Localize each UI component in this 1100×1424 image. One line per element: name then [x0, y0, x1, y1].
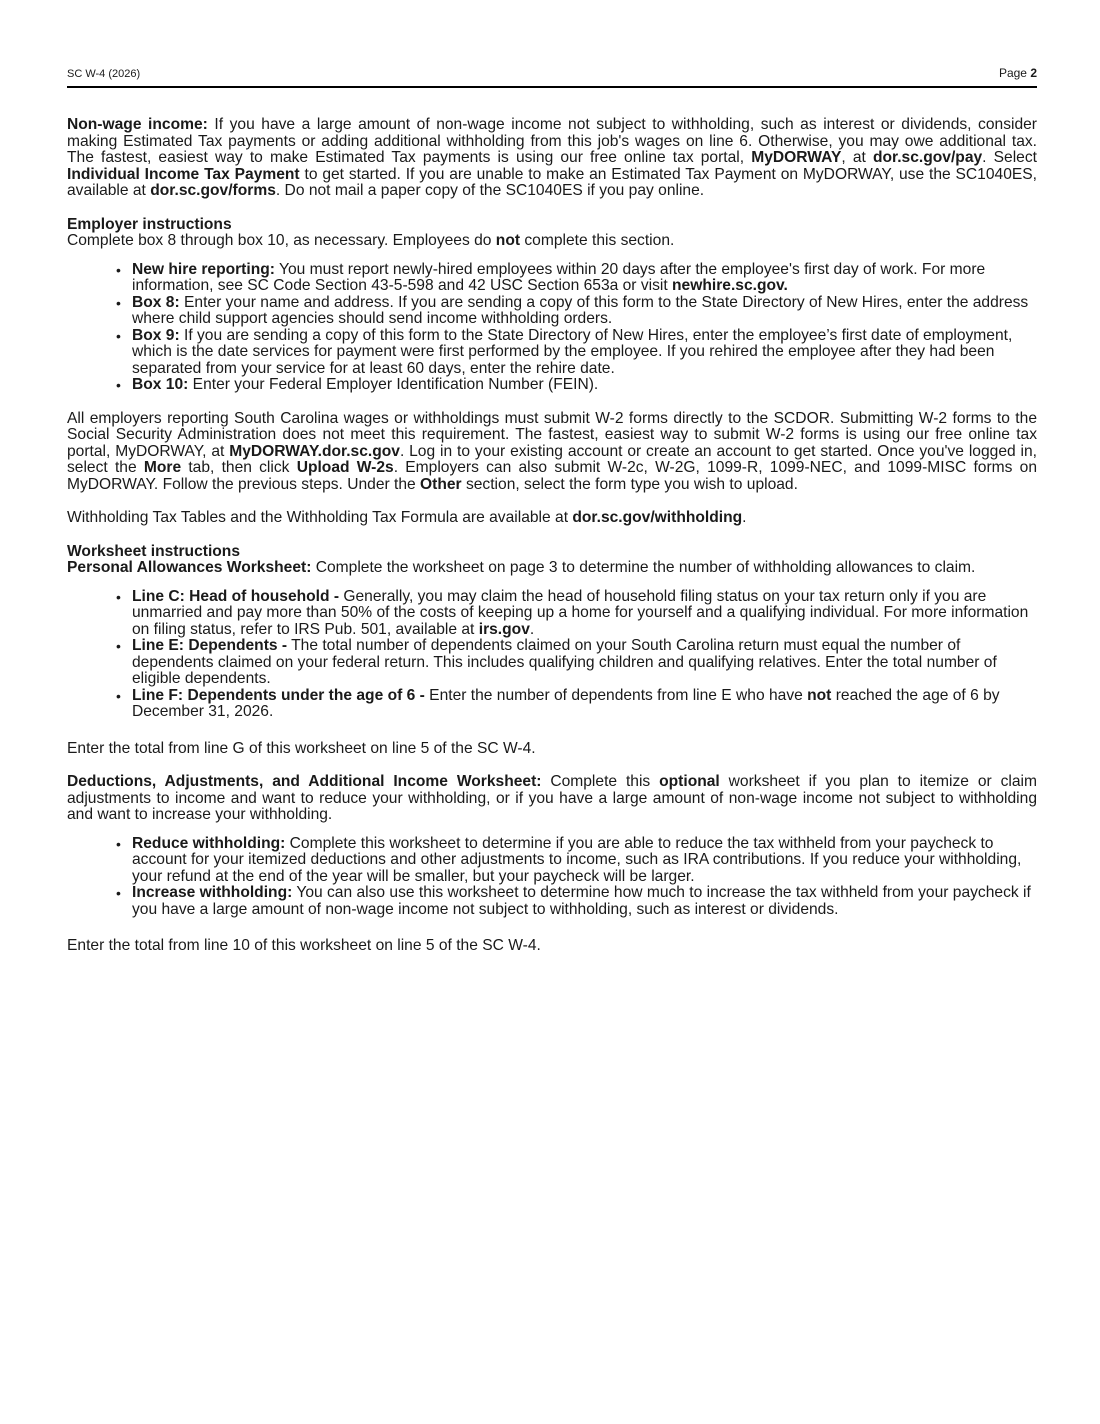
nonwage-paragraph: Non-wage income: If you have a large amount of non-wage income not subject to withholding, such as interest or dividends, consider making Estimated Tax payments or adding additional withholding from this job's wages on line 6. Otherwise, you may owe additional tax. The fastest, easiest way to make Estimated Tax payments is using our free online tax portal, MyDORWAY, at dor.sc.gov/pay. Select Individual Income Tax Payment to get started. If you are unable to make an Estimated Tax Payment on MyDORWAY, use the SC1040ES, available at dor.sc.gov/forms. Do not mail a paper copy of the SC1040ES if you pay online. — [67, 116, 1038, 199]
list-item: • Reduce withholding: Complete this worksheet to determine if you are able to reduce the tax withheld from your paycheck to account for your itemized deductions and other adjustments to income, such as IRA contributions. If you reduce your withholding, your refund at the end of the year will be smaller, but your paycheck will be larger. — [132, 836, 1037, 886]
list-item: • Line F: Dependents under the age of 6 - Enter the number of dependents from line E who have not reached the age of 6 by December 31, 2026. — [132, 688, 1037, 721]
list-item: • Line E: Dependents - The total number of dependents claimed on your South Carolina return must equal the number of dependents claimed on your federal return. This includes qualifying children and qualifying relatives. Enter the total number of eligible dependents. — [132, 638, 1037, 688]
deductions-paragraph: Deductions, Adjustments, and Additional Income Worksheet: Complete this optional worksheet if you plan to itemize or claim adjustments to income and want to reduce your withholding, or if you have a large amount of non-wage income not subject to withholding and want to increase your withholding. — [67, 773, 1037, 823]
line-g-paragraph: Enter the total from line G of this worksheet on line 5 of the SC W-4. — [67, 739, 536, 757]
line-10-paragraph: Enter the total from line 10 of this worksheet on line 5 of the SC W-4. — [67, 937, 541, 954]
w2-paragraph: All employers reporting South Carolina wages or withholdings must submit W-2 forms directly to the SCDOR. Submitting W-2 forms to the Social Security Administration does not meet this requirement. The fastest, easiest way to submit W-2 forms is using our free online tax portal, MyDORWAY, at MyDORWAY.dor.sc.gov. Log in to your existing account or create an account to get started. Once you've logged in, select the More tab, then click Upload W-2s. Employers can also submit W-2c, W-2G, 1099-R, 1099-NEC, and 1099-MISC forms on MyDORWAY. Follow the previous steps. Under the Other section, select the form type you wish to upload. — [67, 409, 1038, 493]
allowances-list — [67, 589, 1037, 721]
worksheet-heading: Worksheet instructions — [67, 542, 241, 560]
list-item: • Line C: Head of household - Generally, you may claim the head of household filing status on your tax return only if you are unmarried and pay more than 50% of the costs of keeping up a home for yourself and a qualifying individual. For more information on filing status, refer to IRS Pub. 501, available at irs.gov. — [132, 589, 1037, 639]
tables-paragraph: Withholding Tax Tables and the Withholding Tax Formula are available at dor.sc.gov/withholding. — [67, 509, 747, 526]
list-item: • Box 8: Enter your name and address. If you are sending a copy of this form to the State Directory of New Hires, enter the address where child support agencies should send income withholding orders. — [132, 295, 1037, 328]
form-id: SC W-4 (2026) — [67, 68, 141, 80]
list-item: • Increase withholding: You can also use this worksheet to determine how much to increase the tax withheld from your paycheck if you have a large amount of non-wage income not subject to withholding, such as interest or dividends. — [132, 885, 1037, 918]
employer-heading: Employer instructions — [67, 215, 232, 233]
employer-intro: Complete box 8 through box 10, as necessary. Employees do not complete this section. — [67, 232, 675, 249]
page-number: Page 2 — [998, 66, 1037, 80]
list-item: • Box 9: If you are sending a copy of this form to the State Directory of New Hires, enter the employee’s first date of employment, which is the date services for payment were first performed by the employee. If you rehired the employee after they had been separated from your service for at least 60 days, enter the rehire date. — [132, 328, 1037, 378]
list-item: • Box 10: Enter your Federal Employer Identification Number (FEIN). — [132, 377, 1037, 394]
page-content — [67, 117, 1037, 955]
list-item: • New hire reporting: You must report newly-hired employees within 20 days after the employee's first day of work. For more information, see SC Code Section 43-5-598 and 42 USC Section 653a or visit newhire.sc.gov. — [132, 262, 1037, 295]
personal-allowances-paragraph: Personal Allowances Worksheet: Complete the worksheet on page 3 to determine the number of withholding allowances to claim. — [67, 559, 976, 576]
page-header — [67, 66, 1037, 88]
deductions-list — [67, 836, 1037, 919]
employer-list — [67, 262, 1037, 394]
